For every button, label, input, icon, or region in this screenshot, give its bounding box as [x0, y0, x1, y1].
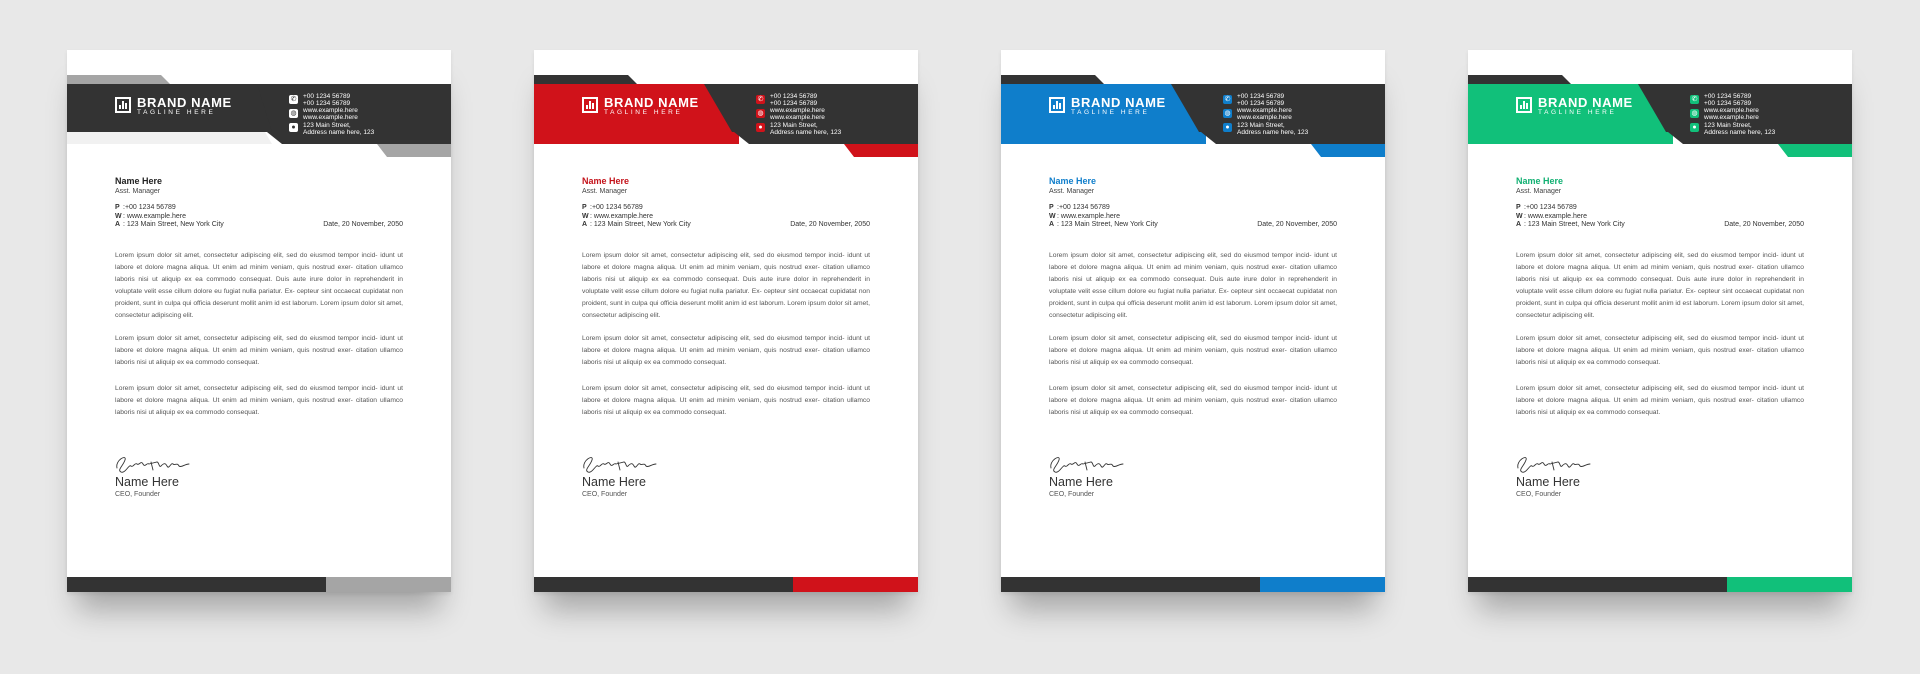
header-top-tab [1001, 75, 1104, 84]
footer-dark-bar [1468, 577, 1727, 592]
chart-logo-icon [582, 97, 598, 113]
phone-icon: ✆ [1691, 96, 1698, 103]
body-paragraph: Lorem ipsum dolor sit amet, consectetur adipiscing elit, sed do eiusmod tempor incid- idunt ut labore et dolore magna aliqua. Ut enim ad minim veniam, quis nostrud exer- citation ullamco laboris nisi ut aliquip ex ea commodo consequat. Duis aute irure dolor in reprehenderit in voluptate velit esse cillum dolore eu fugiat nulla pariatur. Ex- cepteur sint occaecat cupidatat non proident, sunt in culpa qui officia deserunt mollit anim id est laborum. Lorem ipsum dolor sit amet, consectetur adipiscing elit. [1049, 252, 1337, 319]
body-paragraph: Lorem ipsum dolor sit amet, consectetur adipiscing elit, sed do eiusmod tempor incid- idunt ut labore et dolore magna aliqua. Ut enim ad minim veniam, quis nostrud exer- citation ullamco laboris nisi ut aliquip ex ea commodo consequat. [1049, 335, 1337, 366]
body-paragraph: Lorem ipsum dolor sit amet, consectetur adipiscing elit, sed do eiusmod tempor incid- idunt ut labore et dolore magna aliqua. Ut enim ad minim veniam, quis nostrud exer- citation ullamco laboris nisi ut aliquip ex ea commodo consequat. [582, 335, 870, 366]
footer-dark-bar [1001, 577, 1260, 592]
location-pin-icon: ● [289, 123, 298, 132]
header-accent-tab [377, 144, 451, 157]
letterhead-green [1468, 50, 1852, 592]
header-phone-2: +00 1234 56789 [303, 100, 351, 107]
letter-date: Date, 20 November, 2050 [323, 221, 403, 228]
contact-value: : 123 Main Street, New York City [1057, 221, 1158, 228]
header-address-2: Address name here, 123 [770, 129, 842, 136]
contact-value: : www.example.here [123, 212, 187, 220]
header-address-1: 123 Main Street, [770, 122, 818, 129]
header-phone-2: +00 1234 56789 [1237, 100, 1285, 107]
header-accent-tab [1311, 144, 1385, 157]
signatory-name: Name Here [1516, 475, 1580, 489]
header-web-2: www.example.here [770, 114, 825, 121]
contact-key: P [582, 204, 587, 211]
contact-row [115, 221, 224, 228]
body-paragraph: Lorem ipsum dolor sit amet, consectetur adipiscing elit, sed do eiusmod tempor incid- idunt ut labore et dolore magna aliqua. Ut enim ad minim veniam, quis nostrud exer- citation ullamco laboris nisi ut aliquip ex ea commodo consequat. [115, 335, 403, 366]
header-phone-1: +00 1234 56789 [1704, 93, 1752, 100]
footer-accent-bar [1727, 577, 1852, 592]
header-phone-1: +00 1234 56789 [770, 93, 818, 100]
signatory-name: Name Here [1049, 475, 1113, 489]
signatory-position: CEO, Founder [1516, 491, 1562, 498]
signatory-name: Name Here [115, 475, 179, 489]
sender-name: Name Here [115, 176, 163, 186]
contact-row [582, 213, 653, 220]
signature-graphic [113, 450, 193, 476]
signature-graphic [1514, 450, 1594, 476]
globe-icon: ◍ [757, 110, 764, 117]
brand-tagline: TAGLINE HERE [604, 109, 683, 116]
contact-key: A [115, 221, 121, 228]
signatory-position: CEO, Founder [582, 491, 628, 498]
footer-dark-bar [67, 577, 326, 592]
footer-accent-bar [1260, 577, 1385, 592]
signatory-name: Name Here [582, 475, 646, 489]
brand-tagline: TAGLINE HERE [137, 109, 216, 116]
contact-value: : www.example.here [1524, 212, 1588, 220]
sender-position: Asst. Manager [115, 188, 161, 195]
header-top-tab [534, 75, 637, 84]
body-paragraph: Lorem ipsum dolor sit amet, consectetur adipiscing elit, sed do eiusmod tempor incid- idunt ut labore et dolore magna aliqua. Ut enim ad minim veniam, quis nostrud exer- citation ullamco laboris nisi ut aliquip ex ea commodo consequat. [1049, 385, 1337, 416]
contact-value: : www.example.here [1057, 212, 1121, 220]
location-pin-icon: ● [756, 123, 765, 132]
letter-date: Date, 20 November, 2050 [790, 221, 870, 228]
contact-key: P [1516, 204, 1521, 211]
letter-date: Date, 20 November, 2050 [1724, 221, 1804, 228]
contact-value: :+00 1234 56789 [1057, 204, 1110, 211]
contact-key: P [1049, 204, 1054, 211]
body-paragraph: Lorem ipsum dolor sit amet, consectetur adipiscing elit, sed do eiusmod tempor incid- idunt ut labore et dolore magna aliqua. Ut enim ad minim veniam, quis nostrud exer- citation ullamco laboris nisi ut aliquip ex ea commodo consequat. [115, 385, 403, 416]
contact-key: W [1049, 212, 1056, 220]
header-top-tab [67, 75, 170, 84]
brand-tagline: TAGLINE HERE [1071, 109, 1150, 116]
header-web-1: www.example.here [770, 107, 825, 114]
header-brand-panel-lower [1001, 132, 1206, 144]
footer-accent-bar [326, 577, 451, 592]
contact-row [1516, 204, 1577, 211]
chart-logo-icon [1049, 97, 1065, 113]
header-light-strip [67, 132, 272, 144]
header-phone-1: +00 1234 56789 [1237, 93, 1285, 100]
contact-value: : 123 Main Street, New York City [590, 221, 691, 228]
header-address-2: Address name here, 123 [303, 129, 375, 136]
footer-dark-bar [534, 577, 793, 592]
header-accent-tab [1778, 144, 1852, 157]
contact-value: :+00 1234 56789 [1524, 204, 1577, 211]
body-paragraph: Lorem ipsum dolor sit amet, consectetur adipiscing elit, sed do eiusmod tempor incid- idunt ut labore et dolore magna aliqua. Ut enim ad minim veniam, quis nostrud exer- citation ullamco laboris nisi ut aliquip ex ea commodo consequat. [1516, 335, 1804, 366]
contact-value: : 123 Main Street, New York City [123, 221, 224, 228]
header-web-1: www.example.here [303, 107, 358, 114]
body-paragraph: Lorem ipsum dolor sit amet, consectetur adipiscing elit, sed do eiusmod tempor incid- idunt ut labore et dolore magna aliqua. Ut enim ad minim veniam, quis nostrud exer- citation ullamco laboris nisi ut aliquip ex ea commodo consequat. Duis aute irure dolor in reprehenderit in voluptate velit esse cillum dolore eu fugiat nulla pariatur. Ex- cepteur sint occaecat cupidatat non proident, sunt in culpa qui officia deserunt mollit anim id est laborum. Lorem ipsum dolor sit amet, consectetur adipiscing elit. [115, 252, 403, 319]
brand-name: BRAND NAME [137, 95, 232, 110]
contact-row [1516, 213, 1587, 220]
signatory-position: CEO, Founder [115, 491, 161, 498]
contact-value: :+00 1234 56789 [590, 204, 643, 211]
contact-row [582, 221, 691, 228]
signature-graphic [580, 450, 660, 476]
contact-row [1049, 213, 1120, 220]
brand-name: BRAND NAME [1538, 95, 1633, 110]
header-address-2: Address name here, 123 [1704, 129, 1776, 136]
sender-position: Asst. Manager [582, 188, 628, 195]
header-web-2: www.example.here [303, 114, 358, 121]
contact-row [582, 204, 643, 211]
contact-key: P [115, 204, 120, 211]
phone-icon: ✆ [1224, 96, 1231, 103]
header-address-1: 123 Main Street, [303, 122, 351, 129]
letter-date: Date, 20 November, 2050 [1257, 221, 1337, 228]
phone-icon: ✆ [290, 96, 297, 103]
sender-position: Asst. Manager [1516, 188, 1562, 195]
contact-row [115, 213, 186, 220]
header-brand-panel-lower [534, 132, 739, 144]
contact-key: A [1049, 221, 1055, 228]
contact-row [1516, 221, 1625, 228]
letterhead-gray [67, 50, 451, 592]
contact-row [1049, 221, 1158, 228]
signature-graphic [1047, 450, 1127, 476]
header-top-tab [1468, 75, 1571, 84]
letterhead-blue [1001, 50, 1385, 592]
body-paragraph: Lorem ipsum dolor sit amet, consectetur adipiscing elit, sed do eiusmod tempor incid- idunt ut labore et dolore magna aliqua. Ut enim ad minim veniam, quis nostrud exer- citation ullamco laboris nisi ut aliquip ex ea commodo consequat. Duis aute irure dolor in reprehenderit in voluptate velit esse cillum dolore eu fugiat nulla pariatur. Ex- cepteur sint occaecat cupidatat non proident, sunt in culpa qui officia deserunt mollit anim id est laborum. Lorem ipsum dolor sit amet, consectetur adipiscing elit. [582, 252, 870, 319]
brand-tagline: TAGLINE HERE [1538, 109, 1617, 116]
header-phone-1: +00 1234 56789 [303, 93, 351, 100]
header-brand-panel-lower [1468, 132, 1673, 144]
globe-icon: ◍ [1691, 110, 1698, 117]
header-phone-2: +00 1234 56789 [1704, 100, 1752, 107]
body-paragraph: Lorem ipsum dolor sit amet, consectetur adipiscing elit, sed do eiusmod tempor incid- idunt ut labore et dolore magna aliqua. Ut enim ad minim veniam, quis nostrud exer- citation ullamco laboris nisi ut aliquip ex ea commodo consequat. [1516, 385, 1804, 416]
sender-position: Asst. Manager [1049, 188, 1095, 195]
chart-logo-icon [1516, 97, 1532, 113]
contact-row [115, 204, 176, 211]
sender-name: Name Here [1049, 176, 1097, 186]
header-web-2: www.example.here [1704, 114, 1759, 121]
header-web-1: www.example.here [1237, 107, 1292, 114]
signatory-position: CEO, Founder [1049, 491, 1095, 498]
contact-key: A [582, 221, 588, 228]
sender-name: Name Here [582, 176, 630, 186]
contact-key: W [582, 212, 589, 220]
letterhead-red [534, 50, 918, 592]
globe-icon: ◍ [290, 110, 297, 117]
location-pin-icon: ● [1223, 123, 1232, 132]
contact-key: A [1516, 221, 1522, 228]
contact-key: W [115, 212, 122, 220]
footer-accent-bar [793, 577, 918, 592]
header-address-2: Address name here, 123 [1237, 129, 1309, 136]
header-address-1: 123 Main Street, [1704, 122, 1752, 129]
brand-name: BRAND NAME [604, 95, 699, 110]
header-accent-tab [844, 144, 918, 157]
chart-logo-icon [115, 97, 131, 113]
contact-row [1049, 204, 1110, 211]
contact-value: : www.example.here [590, 212, 654, 220]
body-paragraph: Lorem ipsum dolor sit amet, consectetur adipiscing elit, sed do eiusmod tempor incid- idunt ut labore et dolore magna aliqua. Ut enim ad minim veniam, quis nostrud exer- citation ullamco laboris nisi ut aliquip ex ea commodo consequat. Duis aute irure dolor in reprehenderit in voluptate velit esse cillum dolore eu fugiat nulla pariatur. Ex- cepteur sint occaecat cupidatat non proident, sunt in culpa qui officia deserunt mollit anim id est laborum. Lorem ipsum dolor sit amet, consectetur adipiscing elit. [1516, 252, 1804, 319]
globe-icon: ◍ [1224, 110, 1231, 117]
contact-value: : 123 Main Street, New York City [1524, 221, 1625, 228]
location-pin-icon: ● [1690, 123, 1699, 132]
phone-icon: ✆ [757, 96, 764, 103]
body-paragraph: Lorem ipsum dolor sit amet, consectetur adipiscing elit, sed do eiusmod tempor incid- idunt ut labore et dolore magna aliqua. Ut enim ad minim veniam, quis nostrud exer- citation ullamco laboris nisi ut aliquip ex ea commodo consequat. [582, 385, 870, 416]
contact-value: :+00 1234 56789 [123, 204, 176, 211]
sender-name: Name Here [1516, 176, 1564, 186]
contact-key: W [1516, 212, 1523, 220]
brand-name: BRAND NAME [1071, 95, 1166, 110]
header-phone-2: +00 1234 56789 [770, 100, 818, 107]
header-web-2: www.example.here [1237, 114, 1292, 121]
header-web-1: www.example.here [1704, 107, 1759, 114]
header-address-1: 123 Main Street, [1237, 122, 1285, 129]
